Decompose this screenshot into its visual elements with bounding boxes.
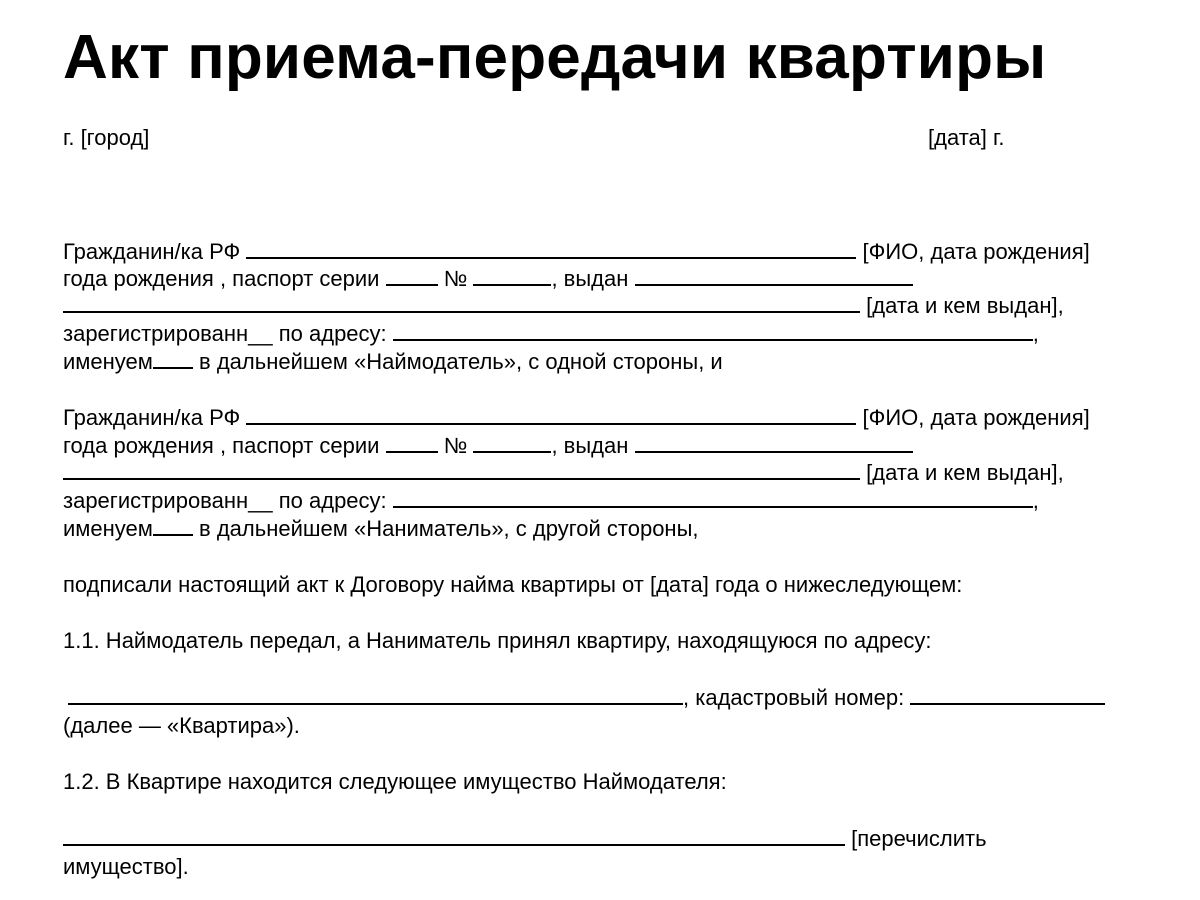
tenant-fio-blank[interactable] xyxy=(246,405,856,425)
landlord-address-line xyxy=(63,320,1039,348)
landlord-passport-line xyxy=(63,265,913,293)
landlord-citizen-label: Гражданин/ка РФ xyxy=(63,239,241,264)
tenant-issued-detail-blank[interactable] xyxy=(63,460,860,480)
landlord-address-comma: , xyxy=(1032,321,1039,346)
landlord-issued-by: , выдан xyxy=(551,266,629,291)
property-blank[interactable] xyxy=(63,826,845,846)
property-hint-end: имущество]. xyxy=(63,854,189,879)
landlord-issued-blank[interactable] xyxy=(635,266,913,286)
landlord-address-blank[interactable] xyxy=(393,321,1033,341)
tenant-passport-prefix: года рождения , паспорт серии xyxy=(63,433,380,458)
landlord-named-prefix: именуем xyxy=(63,349,153,374)
cadastral-number-blank[interactable] xyxy=(910,685,1105,705)
landlord-fio-hint: [ФИО, дата рождения] xyxy=(862,239,1090,264)
clause-1-2-line xyxy=(63,768,727,796)
landlord-named-text: в дальнейшем «Наймодатель», с одной стороны, и xyxy=(199,349,723,374)
tenant-issued-by: , выдан xyxy=(551,433,629,458)
tenant-ending-blank[interactable] xyxy=(153,516,193,536)
tenant-address-comma: , xyxy=(1032,488,1039,513)
date: [дата] г. xyxy=(928,125,1005,150)
tenant-issued-line xyxy=(63,459,1064,487)
tenant-address-blank[interactable] xyxy=(393,488,1033,508)
address-line xyxy=(63,684,1105,712)
document-title: Акт приема-передачи квартиры xyxy=(63,23,1047,92)
clause-1-1-line xyxy=(63,627,932,655)
flat-address-blank[interactable] xyxy=(68,685,683,705)
tenant-citizen-line xyxy=(63,404,1090,432)
landlord-registered-label: зарегистрированн__ по адресу: xyxy=(63,321,387,346)
property-hint: [перечислить xyxy=(851,826,987,851)
signed-text: подписали настоящий акт к Договору найма квартиры от [дата] года о нижеследующем: xyxy=(63,572,963,597)
tenant-fio-hint: [ФИО, дата рождения] xyxy=(862,405,1090,430)
tenant-passport-line xyxy=(63,432,913,460)
tenant-named-prefix: именуем xyxy=(63,516,153,541)
city: г. [город] xyxy=(63,125,150,150)
signed-line xyxy=(63,571,962,599)
landlord-issued-line xyxy=(63,292,1064,320)
landlord-citizen-line xyxy=(63,238,1090,266)
cadastral-label: , кадастровый номер: xyxy=(683,685,905,710)
flat-alias-line xyxy=(63,712,300,740)
property-line xyxy=(63,825,987,853)
landlord-fio-blank[interactable] xyxy=(246,239,856,259)
tenant-registered-label: зарегистрированн__ по адресу: xyxy=(63,488,387,513)
date-line xyxy=(928,124,1004,152)
tenant-issued-blank[interactable] xyxy=(635,433,913,453)
tenant-citizen-label: Гражданин/ка РФ xyxy=(63,405,241,430)
flat-alias: (далее — «Квартира»). xyxy=(63,713,300,738)
tenant-number-sign: № xyxy=(443,433,468,458)
tenant-series-blank[interactable] xyxy=(386,433,438,453)
tenant-address-line xyxy=(63,487,1039,515)
clause-1-1: 1.1. Наймодатель передал, а Наниматель принял квартиру, находящуюся по адресу: xyxy=(63,628,932,653)
landlord-named-line xyxy=(63,348,723,376)
tenant-named-line xyxy=(63,515,699,543)
property-end-line xyxy=(63,853,189,881)
landlord-number-blank[interactable] xyxy=(473,266,551,286)
tenant-issued-hint: [дата и кем выдан], xyxy=(866,460,1064,485)
landlord-ending-blank[interactable] xyxy=(153,349,193,369)
landlord-passport-prefix: года рождения , паспорт серии xyxy=(63,266,380,291)
landlord-series-blank[interactable] xyxy=(386,266,438,286)
city-line xyxy=(63,124,149,152)
landlord-issued-hint: [дата и кем выдан], xyxy=(866,293,1064,318)
tenant-number-blank[interactable] xyxy=(473,433,551,453)
tenant-named-text: в дальнейшем «Наниматель», с другой стороны, xyxy=(199,516,699,541)
landlord-issued-detail-blank[interactable] xyxy=(63,293,860,313)
landlord-number-sign: № xyxy=(443,266,468,291)
clause-1-2: 1.2. В Квартире находится следующее имущество Наймодателя: xyxy=(63,769,727,794)
